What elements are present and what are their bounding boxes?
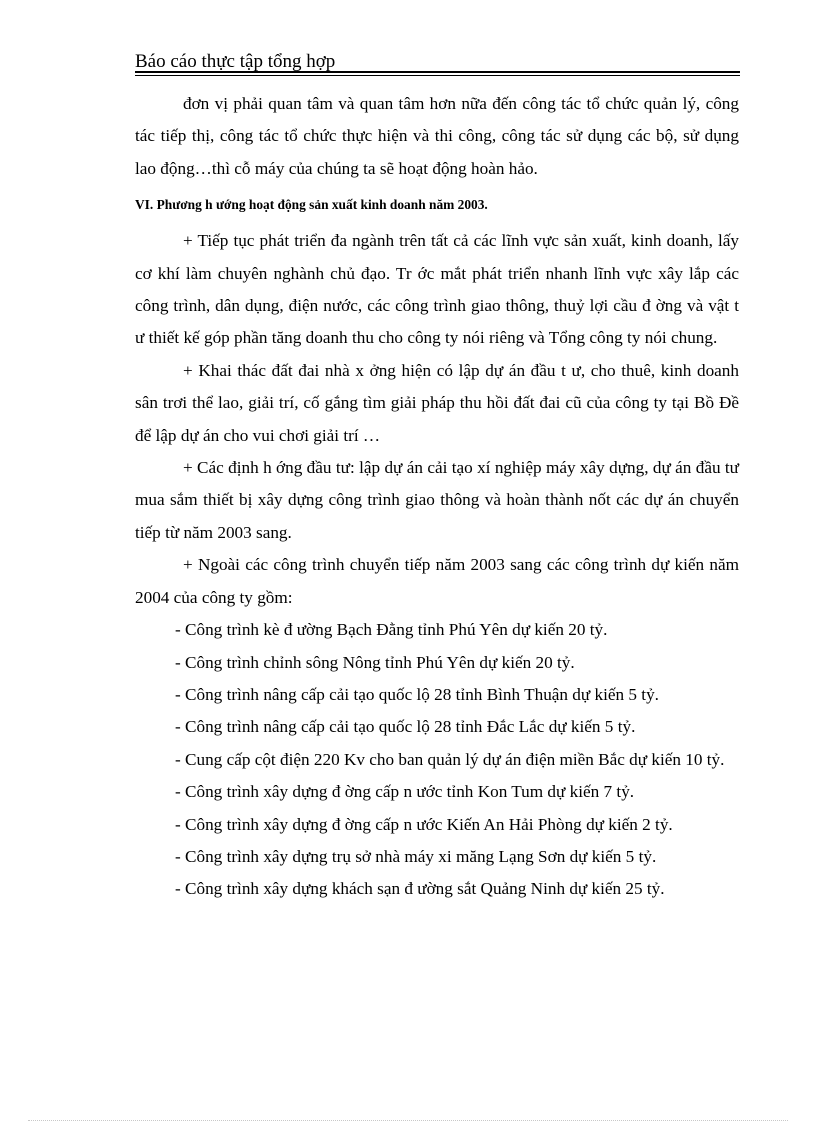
- intro-paragraph: đơn vị phải quan tâm và quan tâm hơn nữa đến công tác tổ chức quản lý, công tác tiếp thị, công tác tổ chức thực hiện và thi công, công tác sử dụng các bộ, sử dụng lao động…thì cỗ máy của chúng ta sẽ hoạt động hoàn hảo.: [135, 94, 739, 178]
- paragraph-investment: + Các định h ớng đầu tư: lập dự án cải tạo xí nghiệp máy xây dựng, dự án đầu tư mua sắm thiết bị xây dựng công trình giao thông và hoàn thành nốt các dự án chuyển tiếp từ năm 2003 sang.: [135, 458, 739, 542]
- paragraph-development: + Tiếp tục phát triển đa ngành trên tất cả các lĩnh vực sản xuất, kinh doanh, lấy cơ khí làm chuyên nghành chủ đạo. Tr ớc mắt phát triển nhanh lĩnh vực xây lắp các công trình, dân dụng, điện nước, các công trình giao thông, thuỷ lợi cầu đ ờng và vật t ư thiết kế góp phần tăng doanh thu cho công ty nói riêng và Tổng công ty nói chung.: [135, 231, 739, 348]
- header-rule: [135, 71, 740, 76]
- page-title: Báo cáo thực tập tổng hợp: [135, 51, 336, 72]
- project-item: - Công trình xây dựng khách sạn đ ường sắt Quảng Ninh dự kiến 25 tỷ.: [175, 879, 665, 899]
- page-bottom-border: [28, 1120, 788, 1121]
- project-item: - Công trình xây dựng đ ờng cấp n ước tỉnh Kon Tum dự kiến 7 tỷ.: [175, 782, 635, 802]
- paragraph-land-use: + Khai thác đất đai nhà x ởng hiện có lập dự án đầu t ư, cho thuê, kinh doanh sân trơi thể lao, giải trí, cố gắng tìm giải pháp thu hồi đất đai cũ của công ty tại Bồ Đề để lập dự án cho vui chơi giải trí …: [135, 360, 739, 445]
- page-header: [135, 50, 740, 74]
- project-item: - Công trình chỉnh sông Nông tỉnh Phú Yên dự kiến 20 tỷ.: [175, 652, 575, 672]
- paragraph-projects-intro: + Ngoài các công trình chuyển tiếp năm 2003 sang các công trình dự kiến năm 2004 của công ty gồm:: [135, 555, 739, 607]
- project-item: - Công trình nâng cấp cải tạo quốc lộ 28 tỉnh Đắc Lắc dự kiến 5 tỷ.: [175, 717, 636, 737]
- project-item: - Công trình xây dựng đ ờng cấp n ước Kiến An Hải Phòng dự kiến 2 tỷ.: [175, 814, 673, 834]
- document-body: [135, 88, 739, 906]
- project-item: - Công trình xây dựng trụ sở nhà máy xi măng Lạng Sơn dự kiến 5 tỷ.: [175, 846, 657, 866]
- project-item: - Công trình nâng cấp cải tạo quốc lộ 28 tỉnh Bình Thuận dự kiến 5 tỷ.: [175, 684, 659, 704]
- project-item: - Cung cấp cột điện 220 Kv cho ban quản lý dự án điện miền Bắc dự kiến 10 tỷ.: [175, 749, 725, 769]
- section-heading: VI. Phương h ướng hoạt động sản xuất kinh doanh năm 2003.: [135, 197, 488, 213]
- project-item: - Công trình kè đ ường Bạch Đằng tỉnh Phú Yên dự kiến 20 tỷ.: [175, 620, 608, 640]
